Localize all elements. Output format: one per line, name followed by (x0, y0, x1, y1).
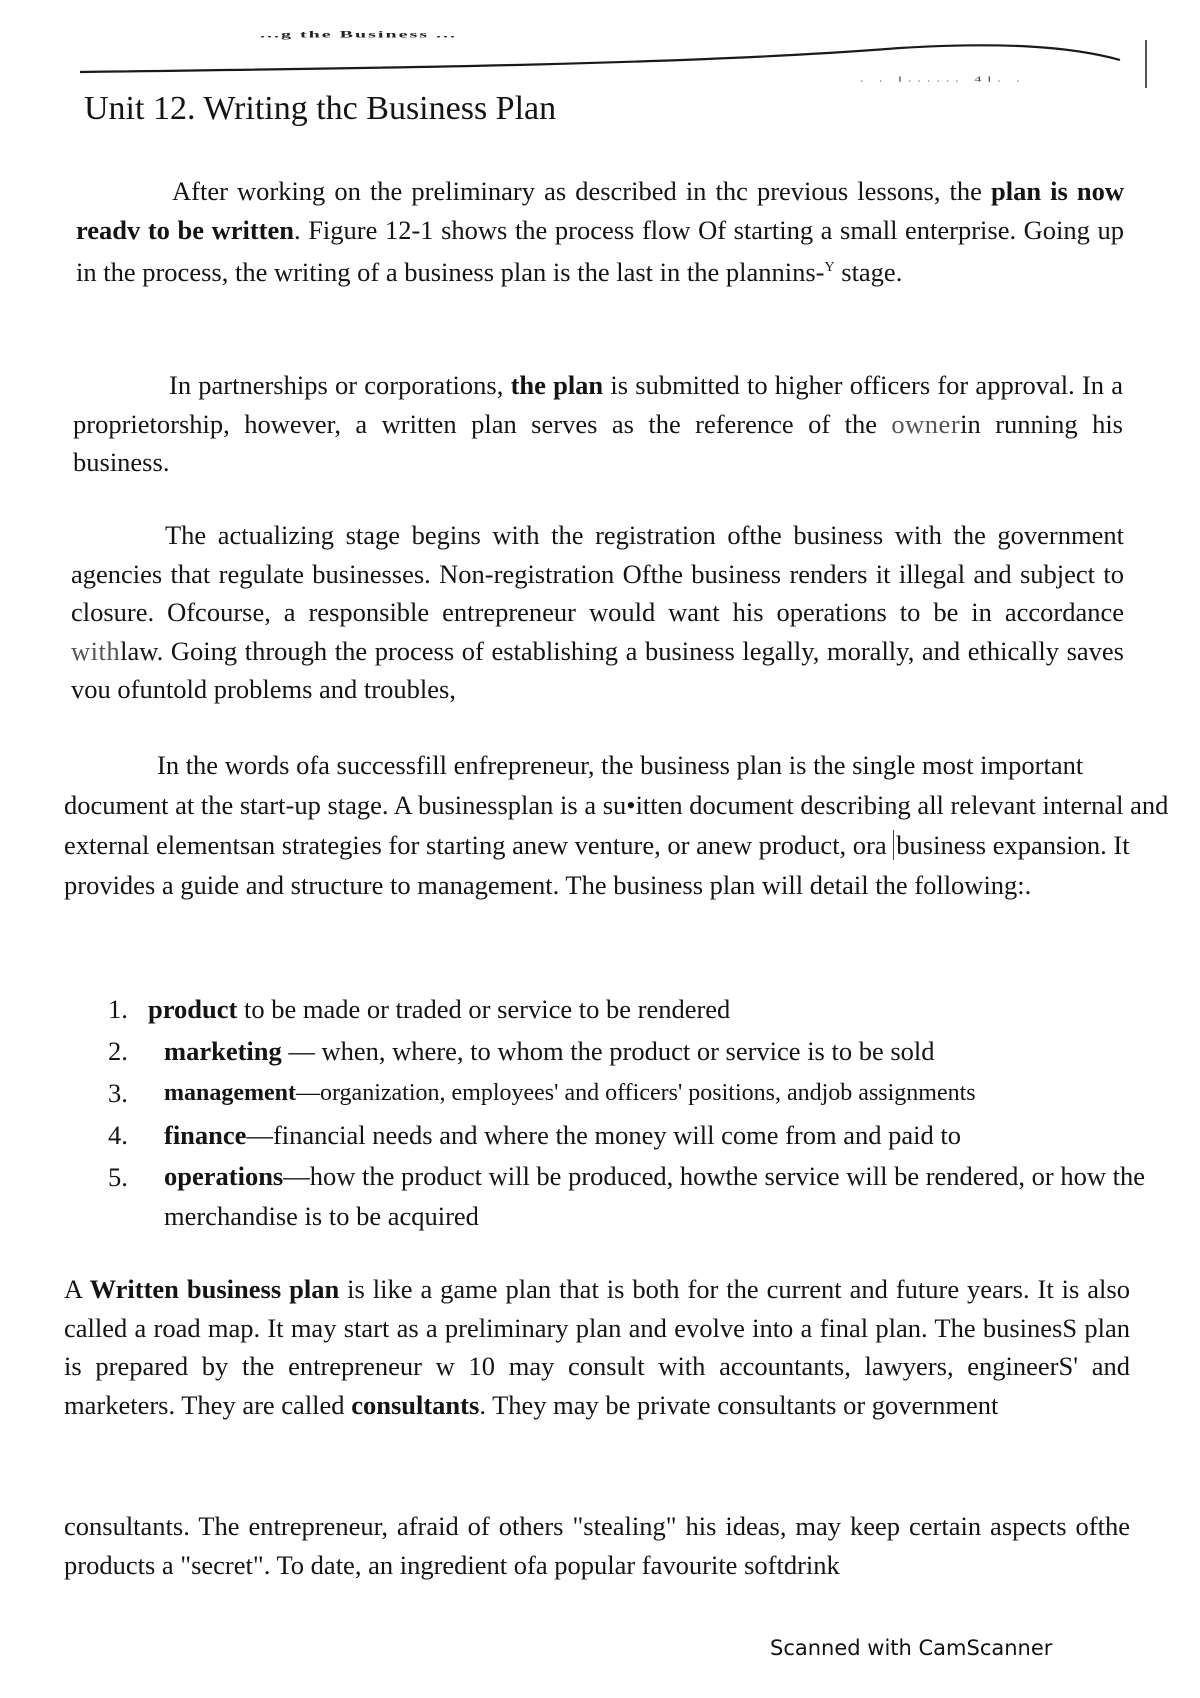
list-item (108, 1156, 1178, 1236)
list-item-description: —organization, employees' and officers' positions, andjob assignments (295, 1080, 976, 1106)
paragraph-2-text-b: is submitted to higher officers for approval. In a proprietorship, however, a written plan serves as the reference of the (73, 370, 1124, 439)
list-item (108, 1072, 1178, 1114)
list-item-description: —financial needs and where the money will come from and paid to (246, 1120, 961, 1150)
list-item-term: management (164, 1080, 296, 1106)
list-item-number: 4. (108, 1120, 128, 1150)
plan-contents-list (108, 988, 1178, 1236)
paragraph-3-text-b: law. Going through the process of establishing a business legally, morally, and ethically saves vou ofuntold problems and troubles, (71, 635, 1124, 704)
list-item-description: —how the product will be produced, howthe service will be rendered, or how the merchandise is to be acquired (164, 1161, 1145, 1231)
paragraph-2 (73, 366, 1123, 482)
list-item (108, 1114, 1178, 1156)
cut-off-header-text: ...g the Business ... (260, 30, 458, 40)
list-item (108, 988, 1178, 1030)
paragraph-4-text-c: detail the following:. (809, 870, 1032, 900)
cut-off-fragment-text: . . l...... 4l. . (860, 76, 1026, 84)
list-item-description: — when, where, to whom the product or service is to be sold (281, 1036, 935, 1066)
list-item-number: 3. (108, 1078, 128, 1108)
paragraph-6: consultants. The entrepreneur, afraid of others "stealing" his ideas, may keep certain aspects ofthe products a "secret". To date, an ingredient ofa popular favourite softdrink (64, 1511, 1130, 1580)
list-item-term: product (148, 994, 238, 1024)
list-item-term: finance (164, 1120, 247, 1150)
paragraph-1-superscript: Y (824, 260, 835, 275)
paragraph-4 (64, 745, 1194, 905)
paragraph-2-text-a: In partnerships or corporations, (169, 370, 511, 400)
paragraph-2-faded-word: owner (891, 408, 961, 439)
list-item-term: marketing (164, 1036, 282, 1066)
paragraph-5 (64, 1270, 1130, 1424)
paragraph-1-text-b: . Figure 12-1 shows the process flow Of starting a small enterprise. Going up in the process, the writing of a business plan is the last in the plannins- (76, 214, 1124, 287)
list-item-number: 1. (108, 994, 128, 1024)
paragraph-3-faded-word: with (71, 635, 121, 666)
unit-title: Unit 12. Writing thc Business Plan (84, 90, 557, 127)
paragraph-1-text-c: stage. (834, 256, 903, 287)
list-item-number: 2. (108, 1036, 128, 1066)
list-item-number: 5. (108, 1162, 128, 1192)
paragraph-1-bold: plan is now readv to be written (76, 176, 1125, 245)
paragraph-5-text-b: is like a game plan that is both for the current and future years. It is also called a road map. It may start as a preliminary plan and evolve into a final plan. The businesS plan is prepared by the entrepreneur w 10 may consult with accountants, lawyers, engineerS' and marketers. They are called (64, 1274, 1130, 1420)
paragraph-5-bold-a: Written business plan (89, 1274, 340, 1304)
list-item-description: to be made or traded or service to be rendered (237, 994, 731, 1024)
paragraph-3-text-a: The actualizing stage begins with the registration ofthe business with the government agencies that regulate businesses. Non-registration Ofthe business renders it illegal and subject to closure. Ofcourse, a responsible entrepreneur would want his operations to be in accordance (71, 520, 1124, 627)
paragraph-5-bold-b: consultants (351, 1389, 480, 1420)
paragraph-3 (71, 516, 1124, 709)
list-item (108, 1030, 1178, 1072)
scanner-watermark: Scanned with CamScanner (770, 1636, 1053, 1660)
paragraph-1-text-a: After working on the preliminary as described in thc previous lessons, the (172, 176, 991, 206)
paragraph-2-bold: the plan (510, 370, 604, 400)
paragraph-5-text-a: A (64, 1274, 90, 1304)
paragraph-4-text-b: business expansion. It provides a guide and structure to management. The business plan will (64, 830, 1130, 900)
text-cursor-mark (893, 830, 894, 860)
paragraph-2-text-c: in running his business. (73, 408, 1123, 477)
margin-mark (1145, 40, 1147, 88)
paragraph-4-text-a: In the words ofa successfill enfrepreneur, the business plan is the single most important document at the start-up stage. A businessplan is a su•itten document describing all relevant internal and external elementsan strategies for starting anew venture, or anew product, ora (64, 750, 1169, 860)
list-item-term: operations (164, 1161, 284, 1191)
paragraph-1 (76, 172, 1124, 291)
paragraph-5-text-c: . They may be private consultants or government (479, 1389, 999, 1420)
